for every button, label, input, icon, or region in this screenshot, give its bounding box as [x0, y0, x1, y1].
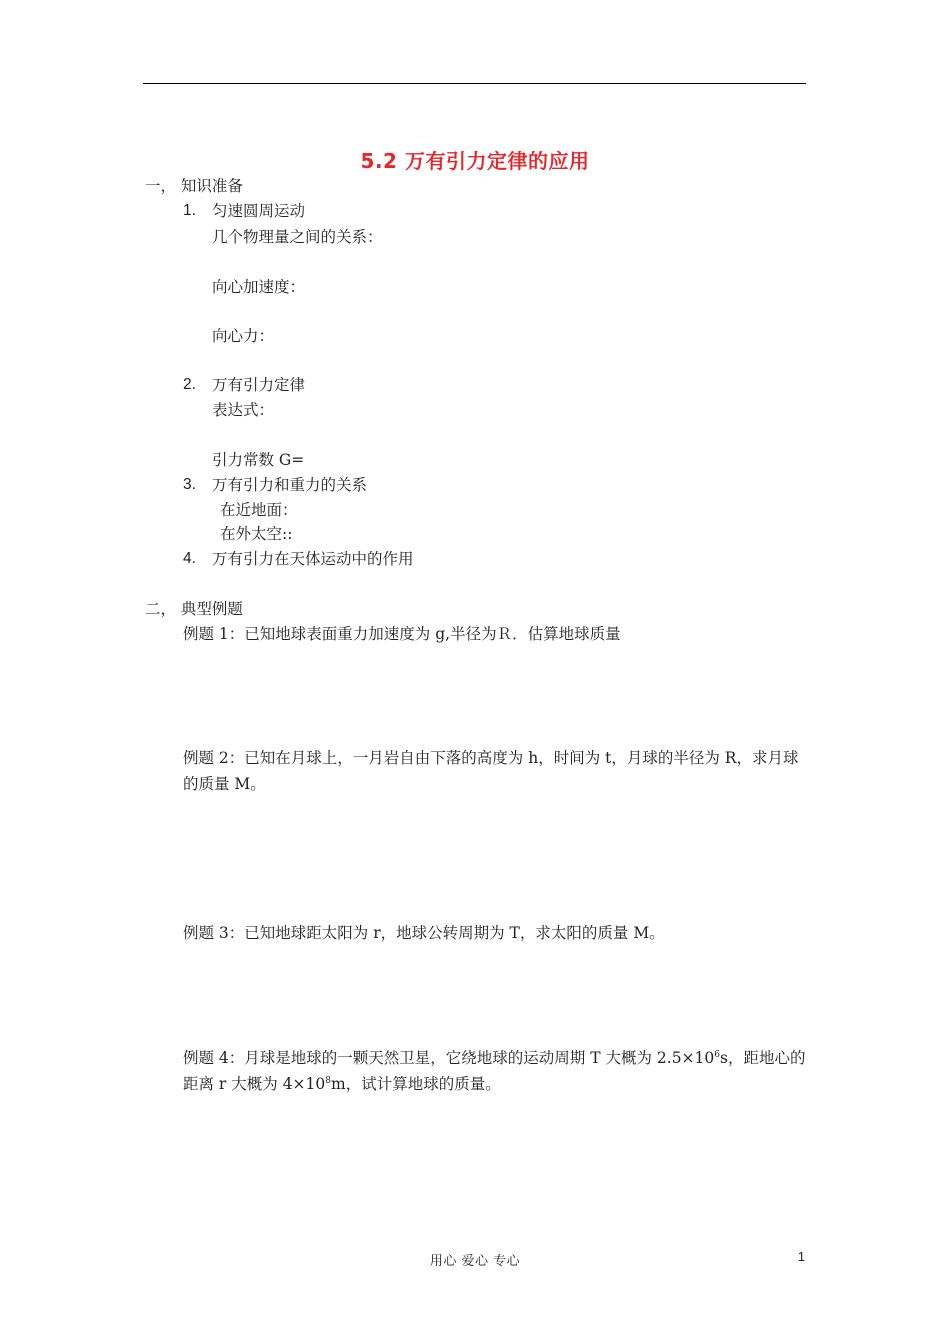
example-4-part2: s，距地心的距离 r 大概为 4×10 — [183, 1049, 806, 1093]
item4-number: 4. — [183, 550, 196, 567]
page-title: 5.2 万有引力定律的应用 — [360, 149, 590, 173]
example-4 — [183, 1045, 807, 1097]
item2-number: 2. — [183, 376, 196, 393]
section1-heading: 一， 知识准备 — [145, 177, 243, 195]
header-rule — [143, 83, 806, 84]
item1-label: 匀速圆周运动 — [212, 202, 306, 220]
item3-line-near-surface: 在近地面： — [220, 501, 298, 519]
item3-line-outer-space: 在外太空:: — [220, 525, 293, 543]
example-4-exponent2: 8 — [325, 1075, 331, 1086]
item3-label: 万有引力和重力的关系 — [212, 476, 368, 494]
item3-number: 3. — [183, 476, 196, 493]
item2-line-gravitational-constant: 引力常数 G= — [212, 451, 305, 469]
item2-line-expression: 表达式： — [212, 401, 275, 419]
item1-line-centripetal-force: 向心力： — [212, 327, 275, 345]
item4-label: 万有引力在天体运动中的作用 — [212, 550, 414, 568]
example-1: 例题 1：已知地球表面重力加速度为 g,半径为Ｒ．估算地球质量 — [183, 625, 621, 643]
item1-line-centripetal-accel: 向心加速度： — [212, 278, 306, 296]
example-2: 例题 2：已知在月球上，一月岩自由下落的高度为 h，时间为 t，月球的半径为 R，求月球的质量 M。 — [183, 749, 799, 793]
example-4-exponent1: 6 — [714, 1049, 721, 1060]
example-3: 例题 3：已知地球距太阳为 r，地球公转周期为 T，求太阳的质量 M。 — [183, 924, 665, 942]
page-number: 1 — [797, 1249, 805, 1264]
item1-line-relations: 几个物理量之间的关系： — [212, 228, 383, 246]
section2-heading: 二， 典型例题 — [145, 600, 243, 618]
footer-motto: 用心 爱心 专心 — [429, 1254, 521, 1269]
item1-number: 1. — [183, 202, 196, 219]
example-4-part3: m，试计算地球的质量。 — [331, 1075, 501, 1093]
item2-label: 万有引力定律 — [212, 376, 306, 394]
example-4-part1: 例题 4：月球是地球的一颗天然卫星，它绕地球的运动周期 T 大概为 2.5×10 — [183, 1049, 715, 1067]
